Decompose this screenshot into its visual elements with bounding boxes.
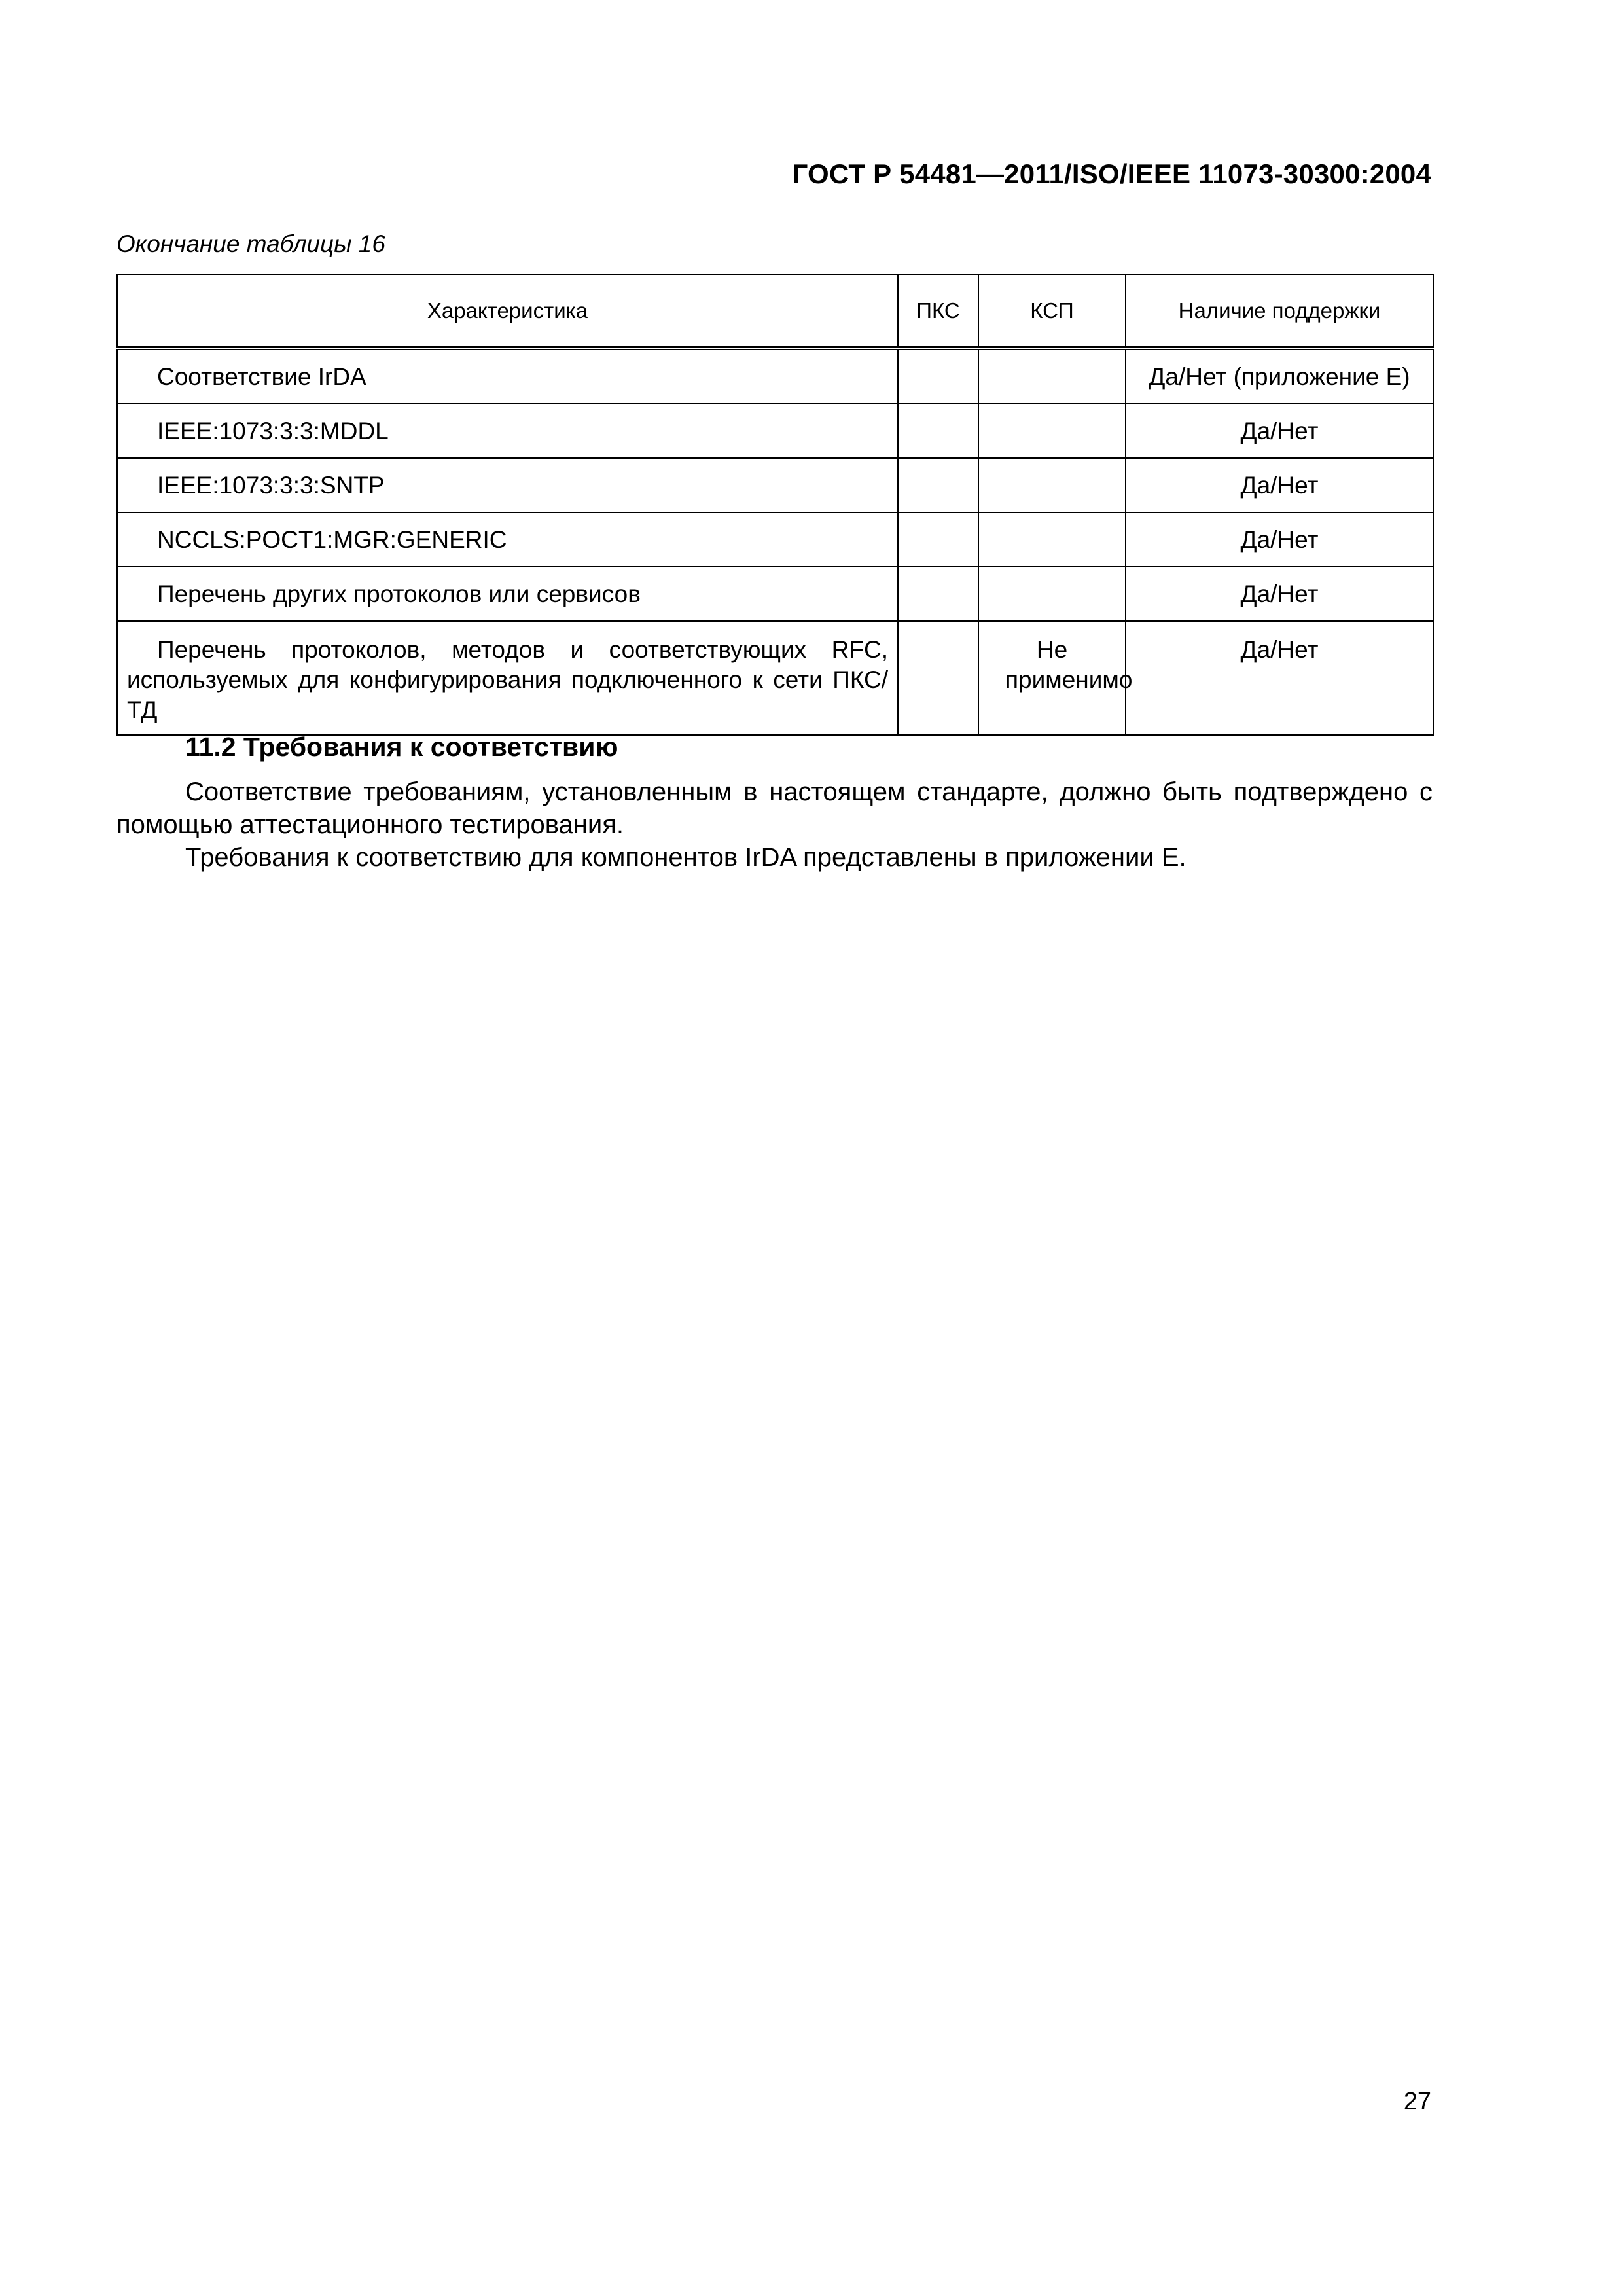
table-row [117, 567, 1433, 621]
ksp-cell: Не применимо [978, 621, 1126, 735]
table-row [117, 404, 1433, 458]
support-cell: Да/Нет [1126, 458, 1433, 512]
pks-cell [898, 621, 978, 735]
table-row [117, 512, 1433, 567]
ksp-cell [978, 512, 1126, 567]
pks-cell [898, 567, 978, 621]
pks-cell [898, 512, 978, 567]
feature-cell: IEEE:1073:3:3:SNTP [117, 458, 898, 512]
ksp-cell [978, 404, 1126, 458]
feature-cell: Соответствие IrDA [117, 348, 898, 404]
feature-cell: Перечень других протоколов или сервисов [117, 567, 898, 621]
support-cell: Да/Нет [1126, 621, 1433, 735]
section-heading: 11.2 Требования к соответствию [185, 732, 618, 762]
conformance-table [116, 274, 1434, 736]
body-paragraph: Требования к соответствию для компонентов IrDA представлены в приложении Е. [185, 843, 1186, 872]
support-cell: Да/Нет [1126, 512, 1433, 567]
table-caption: Окончание таблицы 16 [116, 230, 385, 257]
column-header-ksp: КСП [978, 274, 1126, 348]
ksp-cell [978, 348, 1126, 404]
pks-cell [898, 404, 978, 458]
feature-cell: IEEE:1073:3:3:MDDL [117, 404, 898, 458]
column-header-pks: ПКС [898, 274, 978, 348]
table-row [117, 621, 1433, 735]
ksp-cell [978, 458, 1126, 512]
column-header-support: Наличие поддержки [1126, 274, 1433, 348]
support-cell: Да/Нет [1126, 404, 1433, 458]
table-header-row [117, 274, 1433, 348]
pks-cell [898, 348, 978, 404]
column-header-feature: Характеристика [117, 274, 898, 348]
support-cell: Да/Нет (приложение Е) [1126, 348, 1433, 404]
document-header: ГОСТ Р 54481—2011/ISO/IEEE 11073-30300:2004 [792, 158, 1431, 189]
page-number: 27 [1403, 2088, 1431, 2115]
feature-cell: Перечень протоколов, методов и соответствующих RFC, используемых для конфигурирования подключенного к сети ПКС/ТД [117, 621, 898, 735]
pks-cell [898, 458, 978, 512]
table-row [117, 458, 1433, 512]
body-paragraph: Соответствие требованиям, установленным в настоящем стандарте, должно быть подтверждено с помощью аттестационного тестирования. [116, 778, 1433, 839]
feature-cell: NCCLS:POCT1:MGR:GENERIC [117, 512, 898, 567]
table-row [117, 348, 1433, 404]
support-cell: Да/Нет [1126, 567, 1433, 621]
ksp-cell [978, 567, 1126, 621]
